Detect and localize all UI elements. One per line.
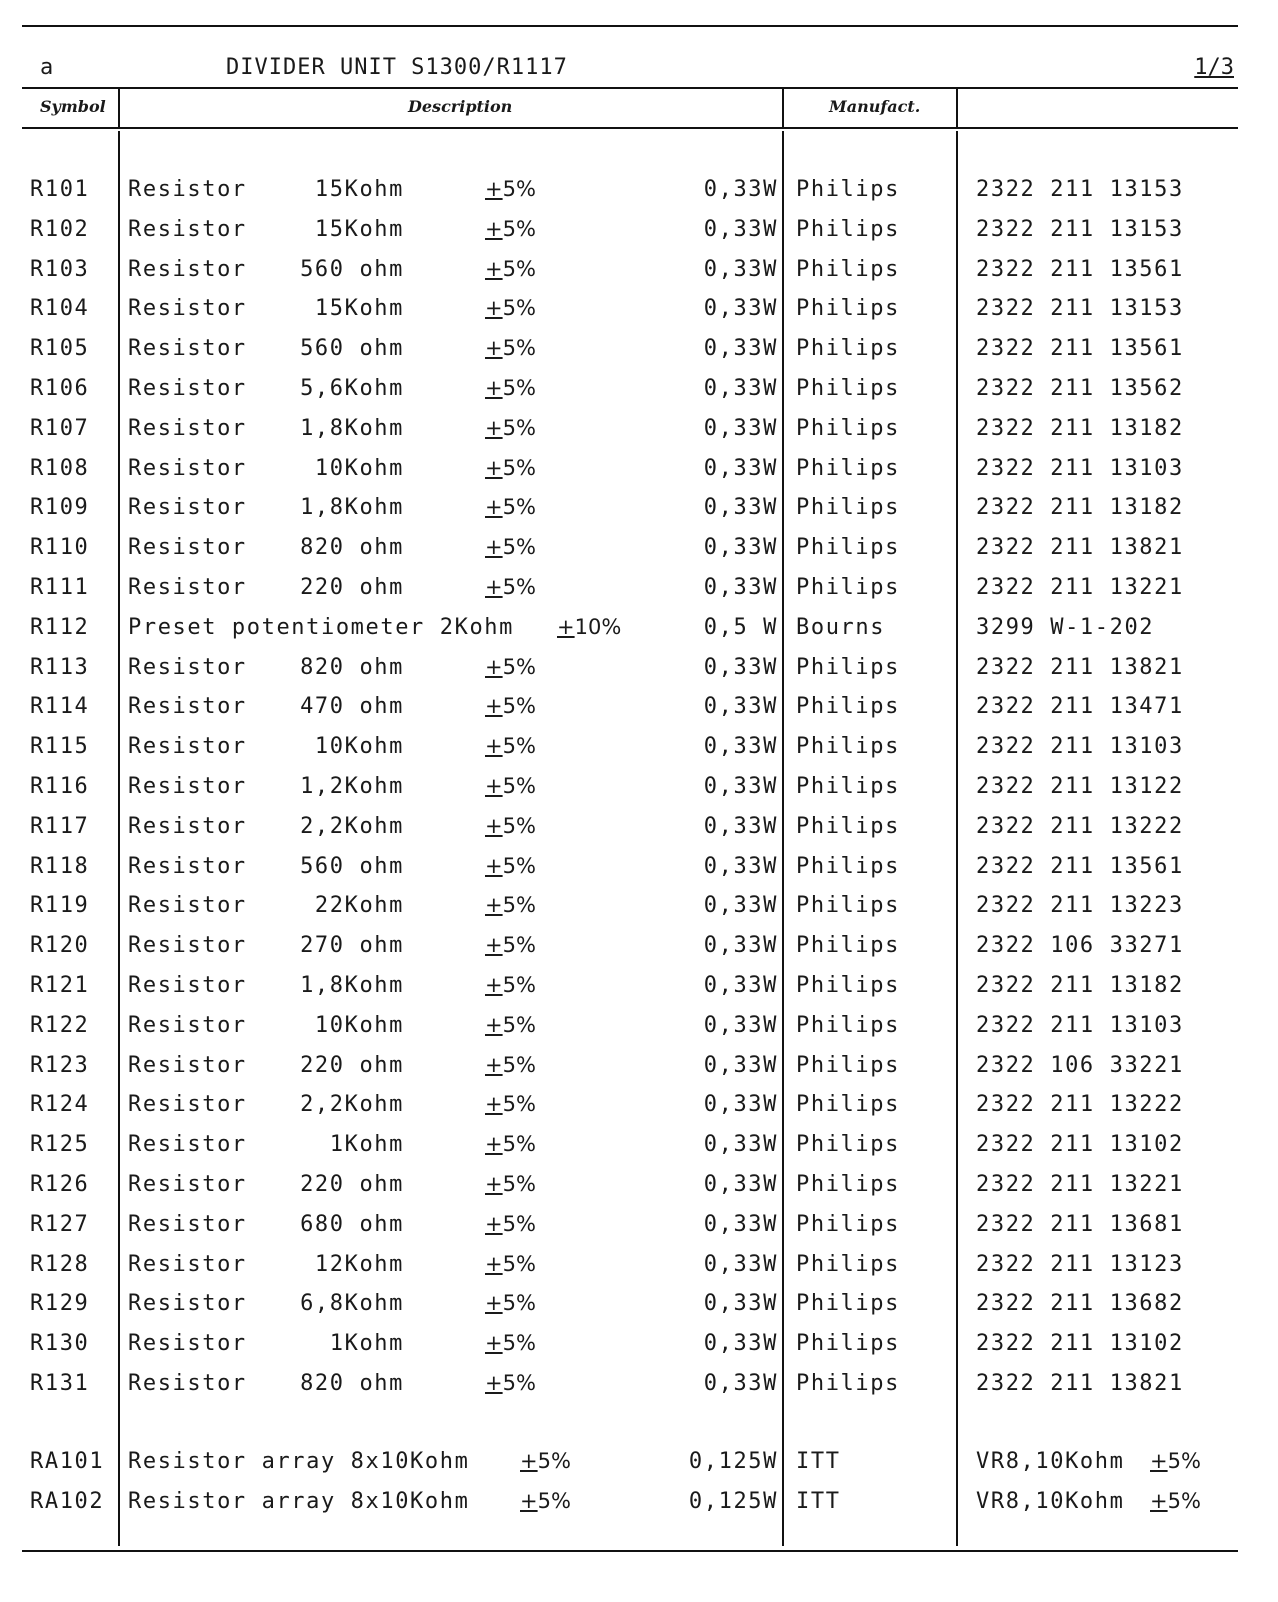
value-cell: 15Kohm — [314, 177, 404, 202]
tolerance-cell: +5% — [485, 336, 536, 360]
table-row — [0, 1331, 1278, 1371]
table-row — [0, 1132, 1278, 1172]
manufacturer-cell: Philips — [796, 1371, 900, 1396]
symbol-cell: RA101 — [30, 1449, 105, 1474]
tolerance-cell: +5% — [485, 296, 536, 320]
value-cell: 12Kohm — [314, 1252, 404, 1277]
power-cell: 0,33W — [703, 376, 778, 401]
manufacturer-cell: Philips — [796, 1132, 900, 1157]
part-number-cell: 2322 211 13122 — [976, 774, 1184, 799]
value-cell: 15Kohm — [314, 217, 404, 242]
table-row — [0, 1371, 1278, 1411]
manufacturer-cell: Bourns — [796, 615, 886, 640]
table-row — [0, 535, 1278, 575]
symbol-cell: RA102 — [30, 1489, 105, 1514]
manufacturer-cell: Philips — [796, 177, 900, 202]
power-cell: 0,33W — [703, 575, 778, 600]
power-cell: 0,33W — [703, 694, 778, 719]
symbol-cell: R125 — [30, 1132, 90, 1157]
value-cell: 10Kohm — [314, 734, 404, 759]
symbol-cell: R120 — [30, 933, 90, 958]
tolerance-cell: +5% — [485, 814, 536, 838]
description-cell: Resistor array 8x10Kohm — [128, 1449, 470, 1474]
symbol-cell: R129 — [30, 1291, 90, 1316]
table-row — [0, 416, 1278, 456]
power-cell: 0,33W — [703, 1252, 778, 1277]
type-cell: Resistor — [128, 973, 247, 998]
column-divider-symbol — [118, 89, 120, 127]
manufacturer-cell: Philips — [796, 1013, 900, 1038]
power-cell: 0,33W — [703, 456, 778, 481]
symbol-cell: R115 — [30, 734, 90, 759]
power-cell: 0,33W — [703, 1132, 778, 1157]
power-cell: 0,33W — [703, 1013, 778, 1038]
type-cell: Resistor — [128, 217, 247, 242]
type-cell: Resistor — [128, 933, 247, 958]
type-cell: Resistor — [128, 1212, 247, 1237]
table-row — [0, 1092, 1278, 1132]
tolerance-cell: +5% — [485, 973, 536, 997]
part-number-cell: 2322 211 13182 — [976, 973, 1184, 998]
part-number-cell: 2322 211 13182 — [976, 416, 1184, 441]
table-row — [0, 973, 1278, 1013]
manufacturer-cell: Philips — [796, 774, 900, 799]
table-row — [0, 217, 1278, 257]
power-cell: 0,125W — [688, 1489, 778, 1514]
type-cell: Resistor — [128, 1371, 247, 1396]
part-number-cell: 2322 211 13681 — [976, 1212, 1184, 1237]
power-cell: 0,33W — [703, 893, 778, 918]
table-row — [0, 774, 1278, 814]
part-number-cell: 2322 211 13821 — [976, 655, 1184, 680]
value-cell: 680 ohm — [300, 1212, 404, 1237]
tolerance-cell: +5% — [485, 1092, 536, 1116]
power-cell: 0,33W — [703, 535, 778, 560]
value-cell: 1,2Kohm — [300, 774, 404, 799]
tolerance-cell: +5% — [485, 694, 536, 718]
value-cell: 10Kohm — [314, 456, 404, 481]
value-cell: 1Kohm — [329, 1331, 404, 1356]
value-cell: 10Kohm — [314, 1013, 404, 1038]
manufacturer-cell: Philips — [796, 1053, 900, 1078]
table-row — [0, 615, 1278, 655]
part-number-cell: VR8,10Kohm — [976, 1489, 1125, 1514]
power-cell: 0,5 W — [703, 615, 778, 640]
table-row — [0, 376, 1278, 416]
tolerance-cell: +5% — [485, 933, 536, 957]
type-cell: Resistor — [128, 1132, 247, 1157]
table-row — [0, 296, 1278, 336]
table-row — [0, 933, 1278, 973]
power-cell: 0,33W — [703, 1291, 778, 1316]
tolerance-cell: +5% — [485, 734, 536, 758]
tolerance-cell: +5% — [485, 1212, 536, 1236]
part-number-cell: 2322 211 13561 — [976, 854, 1184, 879]
manufacturer-cell: Philips — [796, 734, 900, 759]
symbol-cell: R130 — [30, 1331, 90, 1356]
table-row — [0, 1291, 1278, 1331]
tolerance-cell: +5% — [485, 1291, 536, 1315]
table-row — [0, 1449, 1278, 1489]
power-cell: 0,33W — [703, 933, 778, 958]
symbol-cell: R128 — [30, 1252, 90, 1277]
table-row — [0, 575, 1278, 615]
symbol-cell: R111 — [30, 575, 90, 600]
type-cell: Resistor — [128, 1013, 247, 1038]
table-row — [0, 893, 1278, 933]
type-cell: Resistor — [128, 296, 247, 321]
tolerance-cell: +5% — [485, 1252, 536, 1276]
manufacturer-cell: Philips — [796, 814, 900, 839]
part-number-cell: 2322 211 13222 — [976, 814, 1184, 839]
manufacturer-cell: Philips — [796, 1252, 900, 1277]
manufacturer-cell: ITT — [796, 1489, 841, 1514]
tolerance-cell: +5% — [520, 1449, 571, 1473]
value-cell: 1,8Kohm — [300, 973, 404, 998]
tolerance-cell: +5% — [520, 1489, 571, 1513]
power-cell: 0,33W — [703, 1331, 778, 1356]
part-number-cell: 2322 211 13221 — [976, 1172, 1184, 1197]
table-row — [0, 456, 1278, 496]
value-cell: 15Kohm — [314, 296, 404, 321]
part-number-cell: 2322 211 13821 — [976, 1371, 1184, 1396]
tolerance-cell: +5% — [485, 1132, 536, 1156]
tolerance-cell: +5% — [485, 535, 536, 559]
type-cell: Resistor — [128, 774, 247, 799]
value-cell: 820 ohm — [300, 1371, 404, 1396]
part-number-cell: 2322 106 33271 — [976, 933, 1184, 958]
table-row — [0, 1212, 1278, 1252]
table-row — [0, 694, 1278, 734]
symbol-cell: R118 — [30, 854, 90, 879]
table-row — [0, 257, 1278, 297]
part-number-cell: 2322 211 13103 — [976, 1013, 1184, 1038]
symbol-cell: R101 — [30, 177, 90, 202]
part-number-cell: 2322 211 13182 — [976, 495, 1184, 520]
power-cell: 0,125W — [688, 1449, 778, 1474]
type-cell: Resistor — [128, 694, 247, 719]
table-row — [0, 495, 1278, 535]
power-cell: 0,33W — [703, 1212, 778, 1237]
power-cell: 0,33W — [703, 416, 778, 441]
symbol-cell: R127 — [30, 1212, 90, 1237]
tolerance-cell: +5% — [485, 376, 536, 400]
symbol-cell: R114 — [30, 694, 90, 719]
type-cell: Resistor — [128, 1331, 247, 1356]
tolerance-cell: +5% — [485, 1053, 536, 1077]
type-cell: Resistor — [128, 575, 247, 600]
header-rule — [22, 87, 1238, 89]
type-cell: Resistor — [128, 1252, 247, 1277]
bottom-rule — [22, 1550, 1238, 1552]
type-cell: Resistor — [128, 1172, 247, 1197]
value-cell: 2,2Kohm — [300, 814, 404, 839]
symbol-cell: R102 — [30, 217, 90, 242]
table-row — [0, 854, 1278, 894]
manufacturer-cell: Philips — [796, 535, 900, 560]
value-cell: 2,2Kohm — [300, 1092, 404, 1117]
manufacturer-cell: Philips — [796, 495, 900, 520]
power-cell: 0,33W — [703, 217, 778, 242]
power-cell: 0,33W — [703, 495, 778, 520]
manufacturer-cell: Philips — [796, 694, 900, 719]
value-cell: 270 ohm — [300, 933, 404, 958]
symbol-cell: R110 — [30, 535, 90, 560]
symbol-cell: R107 — [30, 416, 90, 441]
type-cell: Resistor — [128, 814, 247, 839]
symbol-cell: R116 — [30, 774, 90, 799]
part-number-cell: VR8,10Kohm — [976, 1449, 1125, 1474]
manufacturer-cell: Philips — [796, 217, 900, 242]
tolerance-cell: +5% — [485, 1172, 536, 1196]
power-cell: 0,33W — [703, 336, 778, 361]
type-cell: Resistor — [128, 734, 247, 759]
power-cell: 0,33W — [703, 1092, 778, 1117]
symbol-cell: R112 — [30, 615, 90, 640]
type-cell: Resistor — [128, 655, 247, 680]
tolerance-cell: +5% — [485, 655, 536, 679]
part-tolerance-cell: +5% — [1150, 1449, 1201, 1473]
power-cell: 0,33W — [703, 734, 778, 759]
part-number-cell: 2322 211 13561 — [976, 257, 1184, 282]
part-number-cell: 2322 211 13223 — [976, 893, 1184, 918]
power-cell: 0,33W — [703, 1371, 778, 1396]
manufacturer-cell: Philips — [796, 893, 900, 918]
value-cell: 560 ohm — [300, 336, 404, 361]
power-cell: 0,33W — [703, 774, 778, 799]
table-row — [0, 1053, 1278, 1093]
value-cell: 22Kohm — [314, 893, 404, 918]
power-cell: 0,33W — [703, 814, 778, 839]
tolerance-cell: +5% — [485, 257, 536, 281]
part-number-cell: 2322 211 13123 — [976, 1252, 1184, 1277]
value-cell: 1,8Kohm — [300, 495, 404, 520]
column-header-manufacturer: Manufact. — [829, 97, 921, 116]
table-row — [0, 1252, 1278, 1292]
value-cell: 820 ohm — [300, 535, 404, 560]
tolerance-cell: +5% — [485, 1013, 536, 1037]
tolerance-cell: +5% — [485, 1371, 536, 1395]
part-number-cell: 2322 211 13562 — [976, 376, 1184, 401]
symbol-cell: R103 — [30, 257, 90, 282]
manufacturer-cell: Philips — [796, 376, 900, 401]
description-cell: Resistor array 8x10Kohm — [128, 1489, 470, 1514]
type-cell: Resistor — [128, 1291, 247, 1316]
manufacturer-cell: Philips — [796, 1291, 900, 1316]
manufacturer-cell: Philips — [796, 575, 900, 600]
page-number: 1/3 — [1194, 55, 1234, 80]
type-cell: Resistor — [128, 416, 247, 441]
symbol-cell: R126 — [30, 1172, 90, 1197]
table-row — [0, 1013, 1278, 1053]
top-rule — [22, 25, 1238, 27]
value-cell: 220 ohm — [300, 575, 404, 600]
tolerance-cell: +5% — [485, 456, 536, 480]
power-cell: 0,33W — [703, 655, 778, 680]
part-number-cell: 2322 211 13682 — [976, 1291, 1184, 1316]
part-number-cell: 2322 211 13103 — [976, 456, 1184, 481]
type-cell: Resistor — [128, 535, 247, 560]
part-number-cell: 2322 211 13153 — [976, 217, 1184, 242]
description-cell: Preset potentiometer 2Kohm — [128, 615, 514, 640]
value-cell: 1,8Kohm — [300, 416, 404, 441]
part-number-cell: 2322 211 13221 — [976, 575, 1184, 600]
power-cell: 0,33W — [703, 854, 778, 879]
tolerance-cell: +5% — [485, 854, 536, 878]
tolerance-cell: +5% — [485, 1331, 536, 1355]
part-number-cell: 2322 211 13821 — [976, 535, 1184, 560]
value-cell: 1Kohm — [329, 1132, 404, 1157]
symbol-cell: R119 — [30, 893, 90, 918]
manufacturer-cell: Philips — [796, 1331, 900, 1356]
symbol-cell: R113 — [30, 655, 90, 680]
manufacturer-cell: Philips — [796, 655, 900, 680]
table-row — [0, 1172, 1278, 1212]
part-number-cell: 2322 211 13102 — [976, 1132, 1184, 1157]
power-cell: 0,33W — [703, 1172, 778, 1197]
type-cell: Resistor — [128, 376, 247, 401]
symbol-cell: R121 — [30, 973, 90, 998]
manufacturer-cell: ITT — [796, 1449, 841, 1474]
type-cell: Resistor — [128, 177, 247, 202]
value-cell: 470 ohm — [300, 694, 404, 719]
value-cell: 820 ohm — [300, 655, 404, 680]
tolerance-cell: +5% — [485, 416, 536, 440]
value-cell: 220 ohm — [300, 1172, 404, 1197]
column-header-description: Description — [408, 97, 513, 116]
page-title: DIVIDER UNIT S1300/R1117 — [226, 55, 568, 80]
part-number-cell: 2322 211 13471 — [976, 694, 1184, 719]
symbol-cell: R109 — [30, 495, 90, 520]
symbol-cell: R131 — [30, 1371, 90, 1396]
table-row — [0, 734, 1278, 774]
type-cell: Resistor — [128, 336, 247, 361]
header-mark: a — [40, 55, 55, 80]
tolerance-cell: +10% — [557, 615, 622, 639]
manufacturer-cell: Philips — [796, 973, 900, 998]
part-number-cell: 2322 211 13102 — [976, 1331, 1184, 1356]
column-header-symbol: Symbol — [40, 97, 106, 116]
type-cell: Resistor — [128, 893, 247, 918]
manufacturer-cell: Philips — [796, 1212, 900, 1237]
manufacturer-cell: Philips — [796, 296, 900, 321]
part-number-cell: 2322 211 13103 — [976, 734, 1184, 759]
table-row — [0, 1489, 1278, 1529]
part-number-cell: 2322 211 13561 — [976, 336, 1184, 361]
column-divider-manufacturer — [956, 89, 958, 127]
symbol-cell: R105 — [30, 336, 90, 361]
value-cell: 560 ohm — [300, 854, 404, 879]
power-cell: 0,33W — [703, 1053, 778, 1078]
table-row — [0, 177, 1278, 217]
type-cell: Resistor — [128, 456, 247, 481]
part-number-cell: 2322 106 33221 — [976, 1053, 1184, 1078]
manufacturer-cell: Philips — [796, 854, 900, 879]
part-tolerance-cell: +5% — [1150, 1489, 1201, 1513]
value-cell: 5,6Kohm — [300, 376, 404, 401]
value-cell: 220 ohm — [300, 1053, 404, 1078]
table-row — [0, 655, 1278, 695]
symbol-cell: R117 — [30, 814, 90, 839]
type-cell: Resistor — [128, 1092, 247, 1117]
symbol-cell: R104 — [30, 296, 90, 321]
part-number-cell: 2322 211 13153 — [976, 177, 1184, 202]
manufacturer-cell: Philips — [796, 933, 900, 958]
tolerance-cell: +5% — [485, 495, 536, 519]
tolerance-cell: +5% — [485, 893, 536, 917]
column-header-rule — [22, 127, 1238, 129]
tolerance-cell: +5% — [485, 217, 536, 241]
manufacturer-cell: Philips — [796, 1172, 900, 1197]
power-cell: 0,33W — [703, 177, 778, 202]
symbol-cell: R108 — [30, 456, 90, 481]
value-cell: 560 ohm — [300, 257, 404, 282]
type-cell: Resistor — [128, 854, 247, 879]
manufacturer-cell: Philips — [796, 416, 900, 441]
symbol-cell: R123 — [30, 1053, 90, 1078]
part-number-cell: 2322 211 13153 — [976, 296, 1184, 321]
symbol-cell: R124 — [30, 1092, 90, 1117]
part-number-cell: 2322 211 13222 — [976, 1092, 1184, 1117]
power-cell: 0,33W — [703, 973, 778, 998]
type-cell: Resistor — [128, 257, 247, 282]
manufacturer-cell: Philips — [796, 456, 900, 481]
tolerance-cell: +5% — [485, 177, 536, 201]
tolerance-cell: +5% — [485, 774, 536, 798]
value-cell: 6,8Kohm — [300, 1291, 404, 1316]
manufacturer-cell: Philips — [796, 257, 900, 282]
table-row — [0, 336, 1278, 376]
column-divider-description — [782, 89, 784, 127]
type-cell: Resistor — [128, 1053, 247, 1078]
symbol-cell: R106 — [30, 376, 90, 401]
tolerance-cell: +5% — [485, 575, 536, 599]
power-cell: 0,33W — [703, 257, 778, 282]
manufacturer-cell: Philips — [796, 336, 900, 361]
table-row — [0, 814, 1278, 854]
manufacturer-cell: Philips — [796, 1092, 900, 1117]
symbol-cell: R122 — [30, 1013, 90, 1038]
part-number-cell: 3299 W-1-202 — [976, 615, 1155, 640]
type-cell: Resistor — [128, 495, 247, 520]
power-cell: 0,33W — [703, 296, 778, 321]
